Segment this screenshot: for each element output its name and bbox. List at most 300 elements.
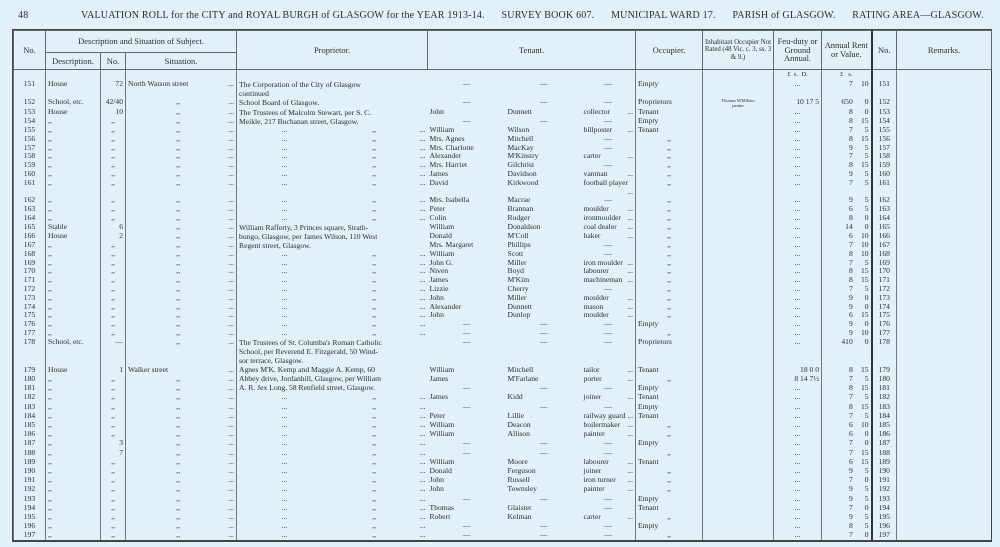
proprietor [237, 512, 428, 521]
table-row [14, 223, 992, 232]
proprietor-ditto: ,, [372, 511, 377, 521]
annual-rent [822, 179, 872, 197]
annual-rent [822, 374, 872, 383]
subject-number: ,, [101, 411, 126, 420]
row-number-right: 177 [872, 329, 897, 338]
description: ,, [46, 179, 101, 197]
occupier: Tenant [636, 503, 703, 512]
leader-dots: ... [228, 475, 235, 485]
remarks [897, 392, 992, 401]
inhabitant-occupier [703, 259, 774, 268]
tenant-first-name: Alexander [429, 152, 462, 161]
tenant-first-name: William [429, 419, 455, 429]
situation-text: ,, [176, 328, 181, 337]
leader-dots: ... [281, 392, 288, 402]
tenant-occupation [582, 383, 636, 392]
tenant-first-name: William [429, 429, 455, 439]
remarks [897, 179, 992, 197]
rating-area: RATING AREA—GLASGOW. [852, 10, 984, 21]
rent-pounds: 9 [848, 511, 853, 521]
remarks [897, 475, 992, 484]
rent-shillings: 5 [864, 521, 869, 531]
table-row [14, 484, 992, 493]
annual-rent [822, 214, 872, 223]
description: ,, [46, 117, 101, 126]
feu-duty: ... [774, 311, 822, 320]
situation [126, 503, 237, 512]
tenant-surname: Miller [507, 293, 527, 302]
subject-number: ,, [101, 429, 126, 438]
proprietor: Regent street, Glasgow. [237, 241, 428, 250]
leader-dots: ... [627, 126, 634, 134]
annual-rent [822, 98, 872, 108]
row-number: 151 [14, 80, 46, 98]
occupation-text: — [604, 320, 613, 329]
proprietor-ditto: ,, [372, 134, 377, 143]
situation-text: ,, [176, 475, 181, 485]
description: ,, [46, 241, 101, 250]
inhabitant-occupier [703, 285, 774, 294]
proprietor: Agnes M'K. Kemp and Maggie A. Kemp, 60 [237, 365, 428, 374]
leader-dots: ... [228, 447, 235, 457]
proprietor-ditto: ,, [372, 284, 377, 293]
situation [126, 429, 237, 438]
tenant-occupation [582, 117, 636, 126]
leader-dots: ... [281, 438, 288, 448]
tenant-surname: M'Kim [507, 276, 530, 285]
situation [126, 294, 237, 303]
occupation-text: — [604, 134, 613, 143]
situation [126, 276, 237, 285]
tenant-occupation [582, 205, 636, 214]
situation-text: ,, [176, 205, 181, 214]
row-number: 180 [14, 374, 46, 383]
occupation-text: — [604, 161, 613, 170]
situation-text: Walker street [128, 364, 169, 374]
description: ,, [46, 521, 101, 530]
feu-duty: ... [774, 196, 822, 205]
description: ,, [46, 285, 101, 294]
tenant-first-name: — [462, 98, 471, 106]
occupier: Empty [636, 80, 703, 98]
row-number: 185 [14, 420, 46, 429]
tenant-first-name: John [429, 311, 444, 320]
remarks [897, 530, 992, 539]
proprietor-ditto: ,, [372, 205, 377, 214]
proprietor-ditto: ,, [372, 293, 377, 302]
table-row [14, 402, 992, 411]
feu-duty: ... [774, 320, 822, 329]
tenant-surname: Cherry [507, 284, 529, 293]
occupation-text: carter [583, 152, 601, 161]
annual-rent [822, 196, 872, 205]
annual-rent [822, 241, 872, 250]
tenant-occupation [582, 484, 636, 493]
tenant-occupation [582, 294, 636, 303]
row-number: 168 [14, 250, 46, 259]
row-number: 162 [14, 196, 46, 205]
rent-shillings: 15 [860, 364, 869, 374]
description: House [46, 232, 101, 241]
situation-text: ,, [176, 169, 181, 178]
proprietor [237, 521, 428, 530]
occupation-text: railway guard [583, 410, 626, 420]
proprietor [237, 259, 428, 268]
feu-duty: ... [774, 144, 822, 153]
leader-dots: ... [419, 419, 426, 429]
feu-units [774, 70, 822, 81]
occupation-text: labourer [583, 267, 609, 276]
proprietor [237, 303, 428, 312]
leader-dots: ... [281, 521, 288, 531]
proprietor-ditto: ,, [372, 258, 377, 267]
situation [126, 438, 237, 447]
inhabitant-occupier [703, 374, 774, 383]
tenant-surname: — [539, 383, 548, 393]
remarks [897, 294, 992, 303]
feu-duty: ... [774, 475, 822, 484]
situation-text: ,, [176, 373, 181, 383]
inhabitant-occupier [703, 196, 774, 205]
tenant-occupation [582, 402, 636, 411]
situation-text: ,, [176, 284, 181, 293]
subject-number: ,, [101, 267, 126, 276]
rent-pounds: 7 [848, 530, 853, 540]
table-row [14, 311, 992, 320]
leader-dots: ... [228, 213, 235, 222]
row-number: 171 [14, 276, 46, 285]
inhabitant-occupier [703, 250, 774, 259]
situation-text: ,, [176, 484, 181, 494]
annual-rent [822, 108, 872, 117]
leader-dots: ... [419, 302, 426, 311]
occupier: Empty [636, 117, 703, 126]
tenant-first-name: Mrs. Margaret [429, 240, 474, 249]
proprietor-ditto: ,, [372, 447, 377, 457]
rent-pounds: 8 [848, 108, 853, 116]
tenant-first-name: Colin [429, 213, 447, 222]
feu-duty: ... [774, 170, 822, 179]
situation-text: ,, [176, 392, 181, 402]
row-number-right: 163 [872, 205, 897, 214]
rent-shillings: 10 [860, 231, 869, 240]
feu-duty: ... [774, 276, 822, 285]
subject-number: ,, [101, 530, 126, 539]
remarks [897, 152, 992, 161]
tenant-surname: Davidson [507, 169, 537, 178]
leader-dots: ... [627, 410, 634, 420]
leader-dots: ... [281, 276, 288, 285]
rent-shillings: 5 [864, 143, 869, 152]
feu-duty: ... [774, 438, 822, 447]
tenant-surname: — [539, 117, 548, 125]
subject-number: 3 [101, 438, 126, 447]
inhabitant-occupier [703, 170, 774, 179]
row-number-right: 179 [872, 365, 897, 374]
feu-duty: ... [774, 392, 822, 401]
situation [126, 311, 237, 320]
situation [126, 484, 237, 493]
tenant-occupation [582, 503, 636, 512]
rent-shillings: 5 [864, 152, 869, 161]
description: ,, [46, 196, 101, 205]
row-number: 174 [14, 303, 46, 312]
occupier: Proprietors [636, 98, 703, 108]
situation [126, 392, 237, 401]
row-number-right: 157 [872, 144, 897, 153]
row-number-right: 183 [872, 402, 897, 411]
leader-dots: ... [228, 302, 235, 311]
rent-pounds: 9 [848, 328, 853, 337]
tenant-occupation [582, 179, 636, 197]
proprietor [237, 392, 428, 401]
rent-shillings: 10 [860, 240, 869, 249]
subject-number: ,, [101, 144, 126, 153]
table-row [14, 411, 992, 420]
occupation-text: moulder [583, 205, 609, 214]
inhabitant-occupier [703, 484, 774, 493]
situation [126, 494, 237, 503]
feu-duty: ... [774, 205, 822, 214]
situation [126, 152, 237, 161]
leader-dots: ... [419, 126, 426, 134]
inhabitant-occupier [703, 205, 774, 214]
subject-number: 6 [101, 223, 126, 232]
remarks [897, 329, 992, 338]
leader-dots: ... [281, 258, 288, 267]
rent-pounds: 7 [848, 475, 853, 485]
tenant-surname: Miller [507, 258, 527, 267]
occupation-text: iron moulder [583, 258, 623, 267]
row-number-right: 192 [872, 484, 897, 493]
subject-number: ,, [101, 117, 126, 126]
subject-number: ,, [101, 466, 126, 475]
situation [126, 117, 237, 126]
subject-number: ,, [101, 214, 126, 223]
situation-text: ,, [176, 161, 181, 170]
row-number-right: 154 [872, 117, 897, 126]
proprietor-ditto: ,, [372, 465, 377, 475]
proprietor [237, 170, 428, 179]
situation [126, 267, 237, 276]
table-row [14, 80, 992, 98]
tenant-first-name: — [462, 320, 471, 329]
row-number-right: 166 [872, 232, 897, 241]
leader-dots: ... [627, 511, 634, 521]
subject-number: 7 [101, 448, 126, 457]
leader-dots: ... [281, 530, 288, 540]
proprietor [237, 494, 428, 503]
description: ,, [46, 420, 101, 429]
leader-dots: ... [228, 169, 235, 178]
survey-book: SURVEY BOOK 607. [501, 10, 595, 21]
proprietor [237, 276, 428, 285]
row-number: 167 [14, 241, 46, 250]
situation [126, 80, 237, 98]
occupation-text: coal dealer [583, 222, 617, 231]
annual-rent [822, 259, 872, 268]
occupier: ,, [636, 214, 703, 223]
tenant-first-name: William [429, 364, 455, 374]
annual-rent [822, 161, 872, 170]
leader-dots: ... [627, 311, 634, 320]
tenant-surname: Gilchrist [507, 161, 535, 170]
occupation-text: — [604, 502, 613, 512]
proprietor-ditto: ,, [372, 143, 377, 152]
situation-text: ,, [176, 429, 181, 439]
inhabitant-occupier [703, 521, 774, 530]
situation [126, 530, 237, 539]
occupier: Empty [636, 438, 703, 447]
description: ,, [46, 267, 101, 276]
leader-dots: ... [419, 521, 426, 531]
row-number-right: 165 [872, 223, 897, 232]
subject-number: ,, [101, 250, 126, 259]
remarks [897, 117, 992, 126]
subject-number: — [101, 338, 126, 365]
row-number-right: 194 [872, 503, 897, 512]
tenant-occupation [582, 494, 636, 503]
table-row [14, 126, 992, 135]
tenant-surname: Ferguson [507, 465, 536, 475]
annual-rent [822, 411, 872, 420]
rent-shillings: 5 [864, 465, 869, 475]
leader-dots: ... [419, 178, 426, 187]
subject-number: ,, [101, 126, 126, 135]
occupier: ,, [636, 179, 703, 197]
leader-dots: ... [281, 152, 288, 161]
situation-text: ,, [176, 143, 181, 152]
remarks [897, 126, 992, 135]
inhabitant-occupier [703, 392, 774, 401]
leader-dots: ... [419, 456, 426, 466]
tenant-first-name: Mrs. Harriet [429, 161, 468, 170]
remarks [897, 374, 992, 383]
inhabitant-occupier [703, 438, 774, 447]
leader-dots: ... [627, 222, 634, 231]
subject-number: ,, [101, 402, 126, 411]
row-number: 197 [14, 530, 46, 539]
tenant-occupation [582, 392, 636, 401]
annual-rent [822, 338, 872, 365]
row-number-right: 174 [872, 303, 897, 312]
feu-duty: ... [774, 530, 822, 539]
description: ,, [46, 411, 101, 420]
annual-rent [822, 285, 872, 294]
feu-duty: ... [774, 521, 822, 530]
leader-dots: ... [228, 429, 235, 439]
rent-shillings: 5 [864, 484, 869, 494]
subject-number: ,, [101, 329, 126, 338]
leader-dots: ... [228, 143, 235, 152]
leader-dots: ... [281, 169, 288, 178]
rent-shillings: 5 [864, 410, 869, 420]
annual-rent [822, 475, 872, 484]
table-row [14, 530, 992, 539]
table-row [14, 494, 992, 503]
tenant-first-name: James [429, 373, 449, 383]
tenant-occupation [582, 466, 636, 475]
occupation-text: — [604, 80, 613, 88]
leader-dots: ... [281, 484, 288, 494]
leader-dots: ... [281, 475, 288, 485]
occupier: ,, [636, 530, 703, 539]
annual-rent [822, 126, 872, 135]
leader-dots: ... [228, 196, 235, 205]
table-row [14, 374, 992, 383]
tenant-surname: Dunnett [507, 108, 532, 116]
row-number: 179 [14, 365, 46, 374]
tenant-occupation [582, 135, 636, 144]
leader-dots: ... [281, 196, 288, 205]
description: ,, [46, 205, 101, 214]
leader-dots: ... [419, 134, 426, 143]
inhabitant-occupier [703, 108, 774, 117]
row-number: 182 [14, 392, 46, 401]
tenant-first-name: John [429, 475, 444, 485]
parish: PARISH of GLASGOW. [732, 10, 836, 21]
tenant-occupation [582, 365, 636, 374]
situation-text: ,, [176, 493, 181, 503]
row-number: 188 [14, 448, 46, 457]
subject-number: ,, [101, 161, 126, 170]
inhabitant-occupier [703, 411, 774, 420]
row-number-right: 182 [872, 392, 897, 401]
leader-dots: ... [627, 484, 634, 494]
rent-shillings: 0 [864, 438, 869, 448]
situation-text: ,, [176, 502, 181, 512]
leader-dots: ... [627, 475, 634, 485]
proprietor-ditto: ,, [372, 126, 377, 134]
leader-dots: ... [281, 126, 288, 134]
page-header [18, 10, 990, 21]
situation [126, 466, 237, 475]
tenant-occupation [582, 457, 636, 466]
table-row [14, 179, 992, 197]
leader-dots: ... [228, 401, 235, 411]
tenant-occupation [582, 126, 636, 135]
description: ,, [46, 250, 101, 259]
annual-rent [822, 530, 872, 539]
leader-dots: ... [228, 410, 235, 420]
leader-dots: ... [281, 401, 288, 411]
leader-dots: ... [627, 364, 634, 374]
leader-dots: ... [419, 392, 426, 402]
feu-duty: ... [774, 484, 822, 493]
proprietor-ditto: ,, [372, 169, 377, 178]
inhabitant-occupier [703, 494, 774, 503]
tenant-first-name: William [429, 222, 455, 231]
leader-dots: ... [228, 311, 235, 320]
leader-dots: ... [419, 276, 426, 285]
subject-number: 2 [101, 232, 126, 241]
feu-duty: ... [774, 512, 822, 521]
proprietor-ditto: ,, [372, 196, 377, 205]
tenant-occupation [582, 311, 636, 320]
subject-number: ,, [101, 285, 126, 294]
annual-rent [822, 503, 872, 512]
annual-rent [822, 135, 872, 144]
occupier: ,, [636, 311, 703, 320]
situation-text: ,, [176, 196, 181, 205]
occupation-text: joiner [583, 465, 602, 475]
feu-duty: 10 17 5 [774, 98, 822, 108]
proprietor [237, 161, 428, 170]
tenant-first-name: John [429, 484, 444, 494]
remarks [897, 429, 992, 438]
tenant-surname: Donaldson [507, 222, 541, 231]
description: ,, [46, 152, 101, 161]
